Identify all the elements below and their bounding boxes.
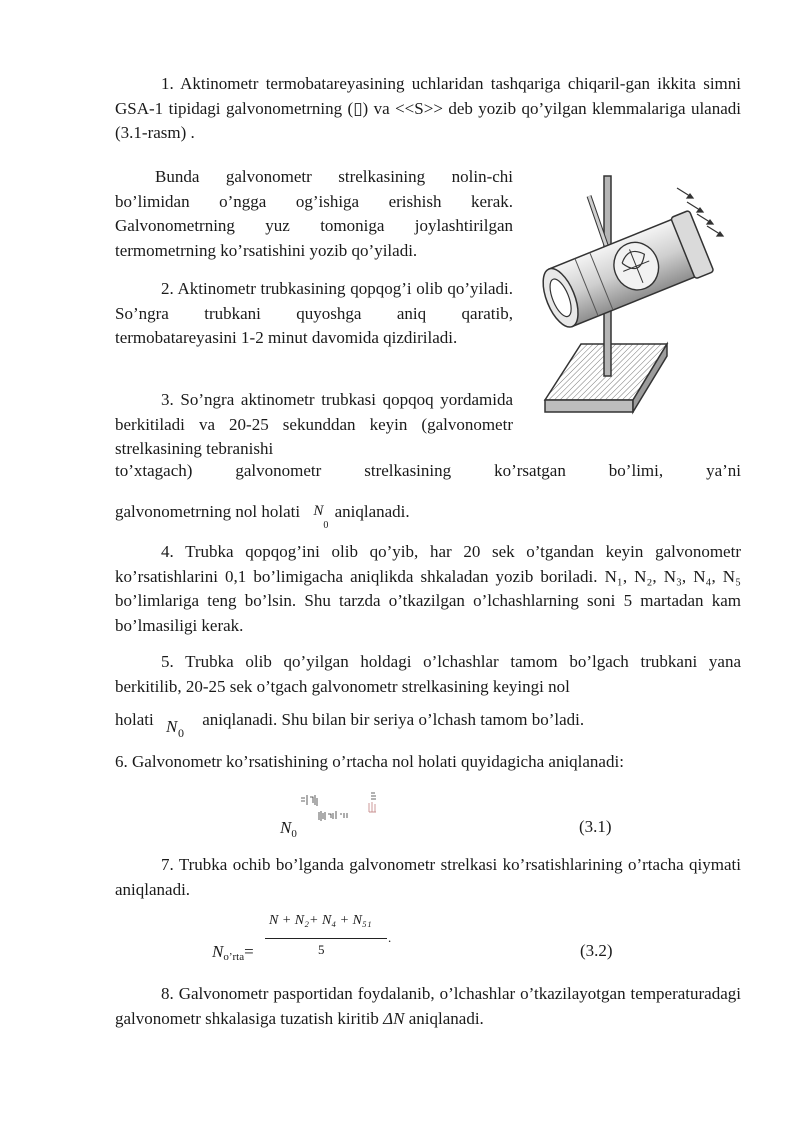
eq2-number: (3.2) (580, 941, 613, 960)
step-5-text-post: aniqlanadi. Shu bilan bir seriya o’lchash tamom bo’ladi. (202, 710, 585, 729)
paragraph-note: Bunda galvonometr strelkasining nolin-chi bo’limidan o’ngga og’ishiga erishish kerak. Galvonometrning yuz tomoniga joylashtirilgan termometrning ko’rsatishini yozib qo’yiladi. (115, 167, 513, 260)
actinometer-tube (537, 210, 714, 333)
eq1-formula-image (295, 792, 385, 824)
paragraph-step-3: 3. So’ngra aktinometr trubkasi qopqoq yordamida berkitiladi va 20-25 sekunddan keyin (galvonometr strelkasining tebranishi (115, 390, 513, 458)
n0-subscript: 0 (323, 520, 329, 531)
eq2-fraction-bar (265, 938, 387, 939)
paragraph-step-6: 6. Galvonometr ko’rsatishining o’rtacha nol holati quyidagicha aniqlanadi: (115, 752, 624, 771)
n0-letter: N (313, 503, 324, 519)
actinometer-illustration (537, 168, 749, 416)
n0-letter-2: N (165, 717, 178, 736)
step-5-text-pre: holati (115, 710, 154, 729)
eq1-number: (3.1) (579, 817, 612, 836)
eq2-lhs (212, 942, 254, 963)
paragraph-step-1: 1. Aktinometr termobatareyasining uchlaridan tashqariga chiqaril-gan ikkita simni GSA-1 tipidagi galvonometrning (▯) va <<S>> deb yozib qo’yilgan klemmalariga ulanadi (3.1-rasm) . (115, 74, 741, 142)
paragraph-step-5-end (115, 710, 585, 740)
paragraph-step-3-end (115, 502, 410, 531)
paragraph-step-7: 7. Trubka ochib bo’lganda galvonometr strelkasi ko’rsatishlarining o’rtacha qiymati aniqlanadi. (115, 855, 741, 899)
eq2-denominator: 5 (318, 942, 325, 957)
eq2-lhs-letter: N (212, 942, 224, 961)
delta-n-symbol: ΔN (383, 1008, 405, 1028)
step-3-text-post: aniqlanadi. (334, 502, 410, 521)
eq2-lhs-sub: o’rta (223, 951, 245, 963)
paragraph-step-8 (115, 982, 741, 1031)
step-8-text-pre: 8. Galvonometr pasportidan foydalanib, o’lchashlar o’tkazilayotgan temperaturadagi galvonometr shkalasiga tuzatish kiritib (115, 984, 741, 1028)
step-8-text-post: aniqlanadi. (404, 1008, 484, 1028)
eq1-n-sub: 0 (291, 828, 297, 840)
paragraph-step-3-line: to’xtagach) galvonometr strelkasining ko’rsatgan bo’limi, ya’ni (115, 461, 741, 480)
n0-subscript-2: 0 (177, 726, 184, 740)
eq2-equals: = (244, 942, 254, 961)
eq2-numerator: N + N₂+ N₄ + N₅₁ (269, 913, 372, 928)
eq1-n-letter: N (280, 818, 292, 837)
paragraph-step-4: 4. Trubka qopqog’ini olib qo’yib, har 20 sek o’tgandan keyin galvonometr ko’rsatishlarini 0,1 bo’limigacha aniqlikda shkaladan yozib boriladi. N₁, N₂, N₃, N₄, N₅ bo’limlariga teng bo’lsin. Shu tarzda o’tkazilgan o’lchashlarning soni 5 martadan kam bo’lmasiligi kerak. (115, 542, 741, 635)
paragraph-step-2: 2. Aktinometr trubkasining qopqog’i olib qo’yiladi. So’ngra trubkani quyoshga aniq qaratib, termobatareyasini 1-2 minut davomida qizdiriladi. (115, 279, 513, 347)
step-3-text-pre: galvonometrning nol holati (115, 502, 301, 521)
paragraph-step-5: 5. Trubka olib qo’yilgan holdagi o’lchashlar tamom bo’lgach trubkani yana berkitilib, 20-25 sek o’tgach galvonometr strelkasining keyingi nol (115, 652, 741, 696)
eq2-period: . (388, 930, 392, 945)
